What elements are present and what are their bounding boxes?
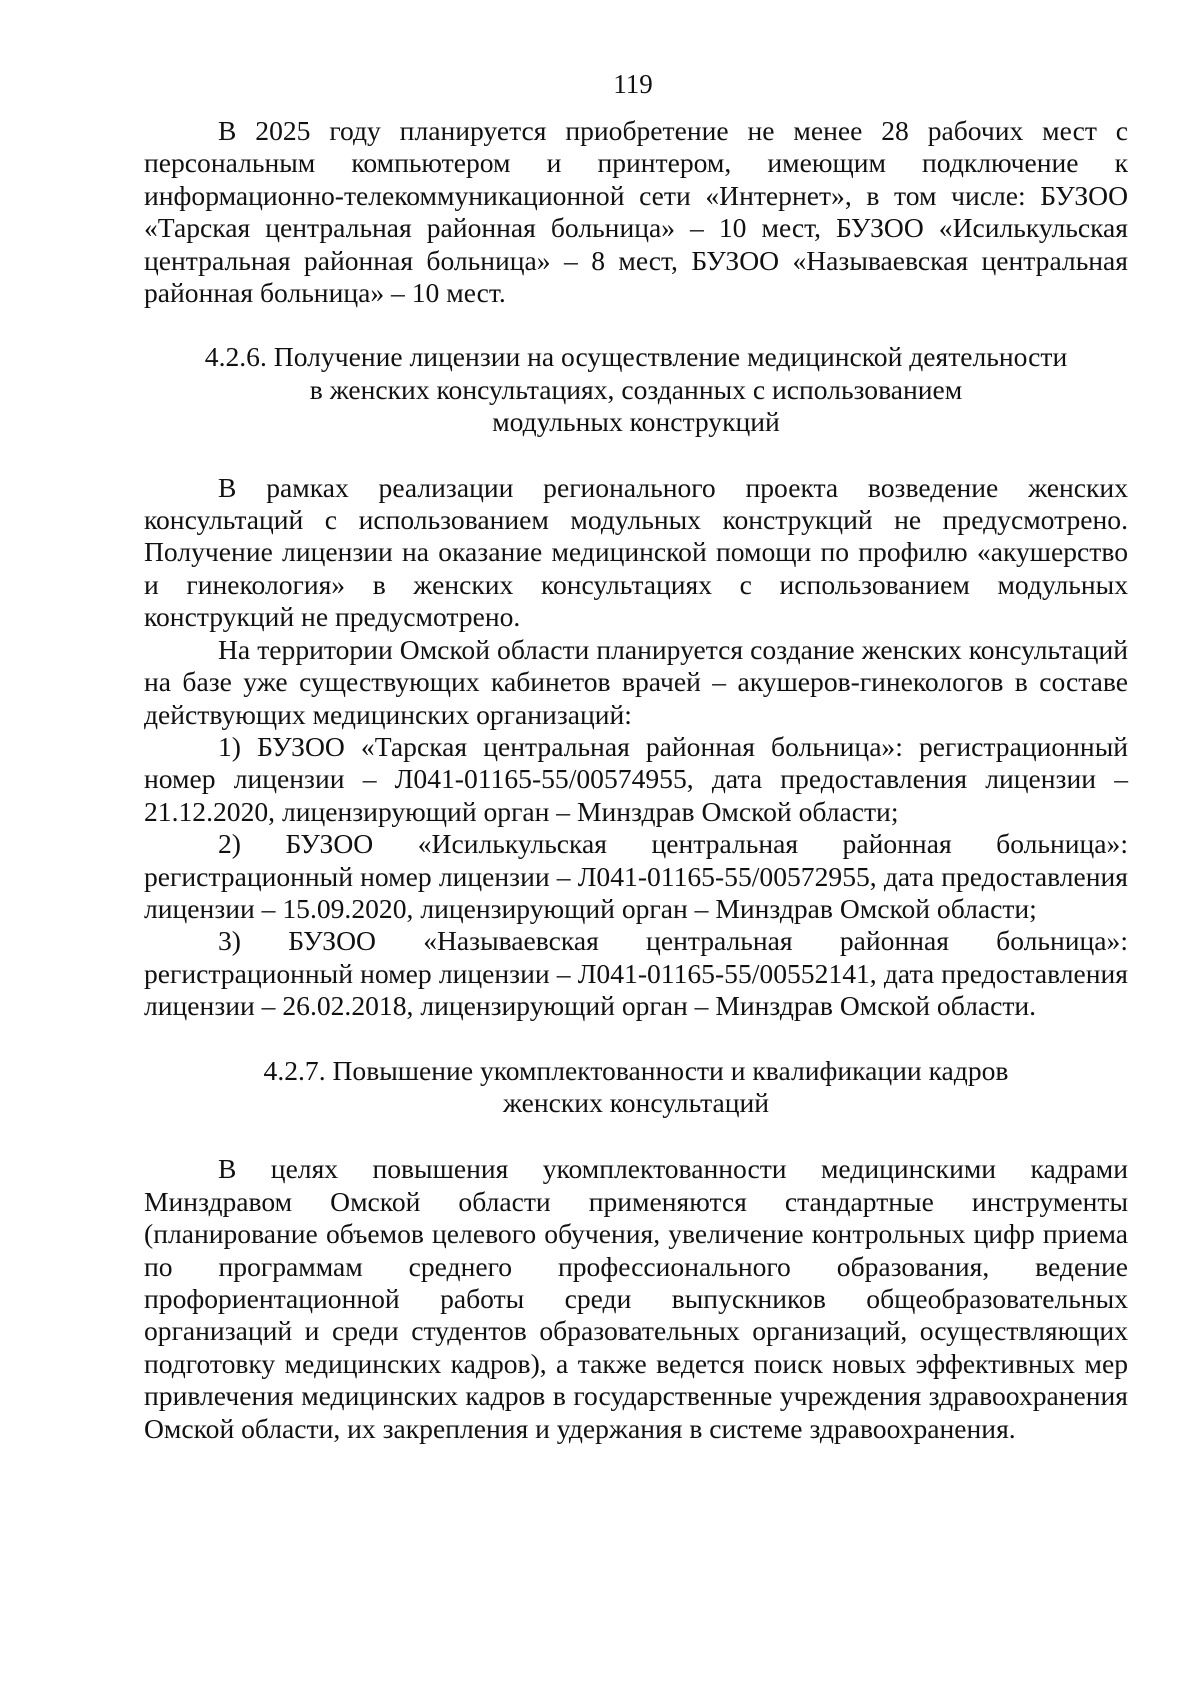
heading-line: 4.2.7. Повышение укомплектованности и квалификации кадров [263, 1054, 1009, 1086]
section-paragraph: В целях повышения укомплектованности медицинскими кадрами Минздравом Омской области применяются стандартные инструменты (планирование объемов целевого обучения, увеличение контрольных цифр приема по программам среднего профессионального образования, ведение профориентационной работы среди выпускников общеобразовательных организаций и среди студентов образовательных организаций, осуществляющих подготовку медицинских кадров), а также ведется поиск новых эффективных мер привлечения медицинских кадров в государственные учреждения здравоохранения Омской области, их закрепления и удержания в системе здравоохранения. [144, 1153, 1128, 1444]
license-list-item: 1) БУЗОО «Тарская центральная районная больница»: регистрационный номер лицензии – Л041-01165-55/00574955, дата предоставления лицензии – 21.12.2020, лицензирующий орган – Минздрав Омской области; [144, 730, 1128, 827]
section-heading-4-2-6 [144, 341, 1128, 438]
license-list-item: 3) БУЗОО «Называевская центральная районная больница»: регистрационный номер лицензии – Л041-01165-55/00552141, дата предоставления лицензии – 26.02.2018, лицензирующий орган – Минздрав Омской области. [144, 925, 1128, 1022]
section-paragraph: На территории Омской области планируется создание женских консультаций на базе уже существующих кабинетов врачей – акушеров-гинекологов в составе действующих медицинских организаций: [144, 633, 1128, 730]
section-heading-4-2-7 [144, 1055, 1128, 1120]
section-paragraph: В рамках реализации регионального проекта возведение женских консультаций с использованием модульных конструкций не предусмотрено. Получение лицензии на оказание медицинской помощи по профилю «акушерство и гинекология» в женских консультациях с использованием модульных конструкций не предусмотрено. [144, 471, 1128, 633]
intro-paragraph: В 2025 году планируется приобретение не менее 28 рабочих мест с персональным компьютером и принтером, имеющим подключение к информационно-телекоммуникационной сети «Интернет», в том числе: БУЗОО «Тарская центральная районная больница» – 10 мест, БУЗОО «Исилькульская центральная районная больница» – 8 мест, БУЗОО «Называевская центральная районная больница» – 10 мест. [144, 115, 1128, 309]
document-body [144, 115, 1128, 1445]
heading-line: женских консультаций [502, 1086, 770, 1118]
heading-line: в женских консультациях, созданных с использованием [309, 373, 963, 405]
heading-line: 4.2.6. Получение лицензии на осуществление медицинской деятельности [204, 341, 1068, 373]
heading-line: модульных конструкций [492, 406, 780, 438]
license-list-item: 2) БУЗОО «Исилькульская центральная районная больница»: регистрационный номер лицензии – Л041-01165-55/00572955, дата предоставления лицензии – 15.09.2020, лицензирующий орган – Минздрав Омской области; [144, 828, 1128, 924]
section-4-2-6-body [144, 472, 1128, 1023]
page-number: 119 [613, 69, 653, 99]
section-4-2-7-body [144, 1153, 1128, 1445]
